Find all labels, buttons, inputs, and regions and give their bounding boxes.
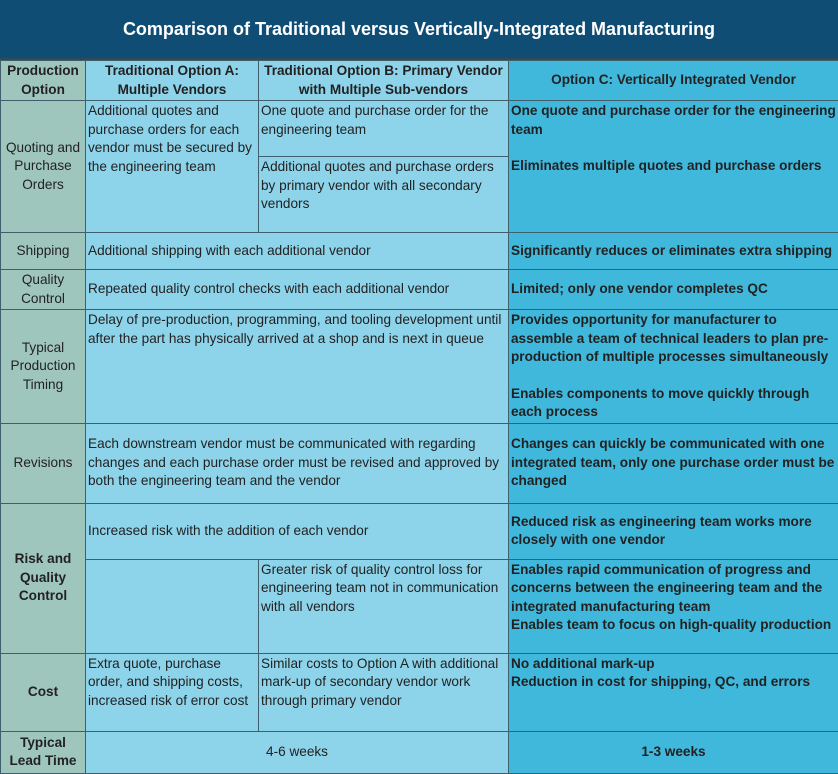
row-label-timing: Typical Production Timing bbox=[1, 310, 86, 424]
table-row bbox=[1, 653, 838, 731]
row-label-qc: Quality Control bbox=[1, 270, 86, 310]
quoting-c-line1: One quote and purchase order for the engineering team bbox=[511, 102, 836, 139]
row-label-lead-time: Typical Lead Time bbox=[1, 731, 86, 773]
cell-qc-c: Limited; only one vendor completes QC bbox=[509, 270, 838, 310]
cell-risk-ab: Increased risk with the addition of each vendor bbox=[86, 503, 509, 559]
cost-c-line1: No additional mark-up bbox=[511, 655, 836, 674]
comparison-table bbox=[0, 60, 838, 774]
header-production-option: Production Option bbox=[1, 61, 86, 101]
cell-shipping-c: Significantly reduces or eliminates extra shipping bbox=[509, 233, 838, 270]
cell-qc-ab: Repeated quality control checks with each additional vendor bbox=[86, 270, 509, 310]
table-row bbox=[1, 559, 838, 653]
cell-risk-a-empty bbox=[86, 559, 259, 653]
quoting-c-line2: Eliminates multiple quotes and purchase orders bbox=[511, 157, 836, 176]
row-label-cost: Cost bbox=[1, 653, 86, 731]
header-option-b: Traditional Option B: Primary Vendor with Multiple Sub-vendors bbox=[259, 61, 509, 101]
table-row bbox=[1, 270, 838, 310]
table-row bbox=[1, 423, 838, 503]
cell-timing-c bbox=[509, 310, 838, 424]
cell-timing-ab: Delay of pre-production, programming, and tooling development until after the part has physically arrived at a shop and is next in queue bbox=[86, 310, 509, 424]
header-option-a: Traditional Option A: Multiple Vendors bbox=[86, 61, 259, 101]
risk-c-line2: Enables team to focus on high-quality production bbox=[511, 616, 836, 635]
cost-c-line2: Reduction in cost for shipping, QC, and errors bbox=[511, 673, 836, 692]
cell-quoting-b2: Additional quotes and purchase orders by primary vendor with all secondary vendors bbox=[259, 157, 509, 233]
row-label-risk: Risk and Quality Control bbox=[1, 503, 86, 653]
cell-risk-b: Greater risk of quality control loss for engineering team not in communication with all vendors bbox=[259, 559, 509, 653]
header-option-c: Option C: Vertically Integrated Vendor bbox=[509, 61, 838, 101]
header-row bbox=[1, 61, 838, 101]
cell-quoting-b1: One quote and purchase order for the engineering team bbox=[259, 101, 509, 157]
cell-cost-a: Extra quote, purchase order, and shipping costs, increased risk of error cost bbox=[86, 653, 259, 731]
cell-cost-b: Similar costs to Option A with additional mark-up of secondary vendor work through primary vendor bbox=[259, 653, 509, 731]
row-label-quoting: Quoting and Purchase Orders bbox=[1, 101, 86, 233]
risk-c-line1: Enables rapid communication of progress and concerns between the engineering team and the integrated manufacturing team bbox=[511, 561, 836, 617]
row-label-shipping: Shipping bbox=[1, 233, 86, 270]
cell-risk-c1: Reduced risk as engineering team works more closely with one vendor bbox=[509, 503, 838, 559]
timing-c-line2: Enables components to move quickly through each process bbox=[511, 385, 836, 422]
table-row bbox=[1, 101, 838, 157]
cell-lead-c: 1-3 weeks bbox=[509, 731, 838, 773]
cell-lead-ab: 4-6 weeks bbox=[86, 731, 509, 773]
table-row bbox=[1, 503, 838, 559]
cell-risk-c2 bbox=[509, 559, 838, 653]
cell-quoting-c bbox=[509, 101, 838, 233]
cell-quoting-a: Additional quotes and purchase orders for each vendor must be secured by the engineering team bbox=[86, 101, 259, 233]
cell-shipping-ab: Additional shipping with each additional vendor bbox=[86, 233, 509, 270]
page-title: Comparison of Traditional versus Vertically-Integrated Manufacturing bbox=[0, 0, 838, 60]
cell-revisions-c: Changes can quickly be communicated with one integrated team, only one purchase order must be changed bbox=[509, 423, 838, 503]
table-row bbox=[1, 310, 838, 424]
table-row bbox=[1, 233, 838, 270]
row-label-revisions: Revisions bbox=[1, 423, 86, 503]
cell-revisions-ab: Each downstream vendor must be communicated with regarding changes and each purchase order must be revised and approved by both the engineering team and the vendor bbox=[86, 423, 509, 503]
timing-c-line1: Provides opportunity for manufacturer to assemble a team of technical leaders to plan pre-production of multiple processes simultaneously bbox=[511, 311, 836, 367]
cell-cost-c bbox=[509, 653, 838, 731]
